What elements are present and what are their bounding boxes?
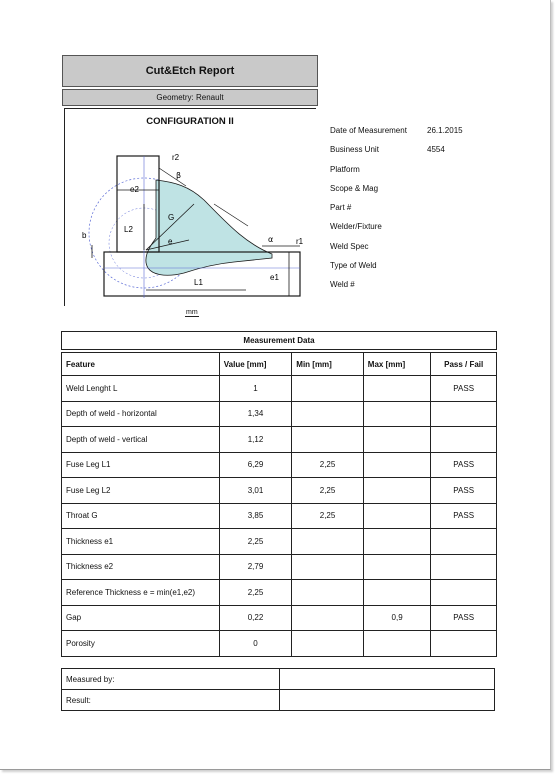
measured-by-value [280, 669, 495, 690]
vertical-plate [117, 156, 159, 252]
measurement-title-row [62, 332, 497, 350]
info-row: Type of Weld [330, 261, 377, 271]
label-r1: r1 [296, 237, 304, 246]
header-pass-fail: Pass / Fail [431, 353, 497, 376]
label-b: b [82, 231, 87, 240]
label-beta: β [176, 171, 182, 180]
weld-diagram [64, 108, 316, 328]
result-value [280, 690, 495, 711]
signoff-row-measured-by [62, 669, 495, 690]
table-row: Fuse Leg L2 3,01 2,25 PASS [62, 478, 497, 504]
label-alpha: α [268, 235, 274, 244]
measured-by-label: Measured by: [62, 669, 280, 690]
info-row: Platform [330, 164, 360, 174]
geometry-line: Geometry: Renault [62, 89, 318, 106]
header-feature: Feature [62, 353, 220, 376]
unit-scale: mm [186, 309, 198, 316]
measurement-table [61, 331, 497, 657]
label-L2: L2 [124, 225, 133, 234]
info-row: Date of Measurement 26.1.2015 [330, 126, 463, 135]
header-min: Min [mm] [292, 353, 364, 376]
table-row: Thickness e1 2,25 [62, 529, 497, 555]
measurement-title: Measurement Data [62, 332, 497, 350]
label-L1: L1 [194, 278, 203, 287]
table-row: Depth of weld - horizontal 1,34 [62, 401, 497, 427]
info-row: Scope & Mag [330, 183, 379, 193]
table-row: Thickness e2 2,79 [62, 554, 497, 580]
header-max: Max [mm] [363, 353, 431, 376]
signoff-row-result [62, 690, 495, 711]
table-row: Throat G 3,85 2,25 PASS [62, 503, 497, 529]
table-row: Porosity 0 [62, 631, 497, 657]
configuration-title: CONFIGURATION II [64, 108, 316, 133]
info-row: Business Unit 4554 [330, 145, 445, 155]
report-info [330, 126, 530, 300]
label-e: e [168, 237, 173, 246]
table-row: Fuse Leg L1 6,29 2,25 PASS [62, 452, 497, 478]
table-row: Weld Lenght L 1 PASS [62, 376, 497, 402]
label-e1: e1 [270, 273, 279, 282]
label-r2: r2 [172, 153, 180, 162]
header-value: Value [mm] [219, 353, 292, 376]
measurement-header-row [62, 353, 497, 376]
table-row: Depth of weld - vertical 1,12 [62, 427, 497, 453]
label-e2: e2 [130, 185, 139, 194]
result-label: Result: [62, 690, 280, 711]
info-row: Weld # [330, 280, 355, 290]
signoff-table [61, 668, 495, 711]
weld-bead [146, 180, 272, 275]
info-row: Welder/Fixture [330, 222, 382, 232]
label-G: G [168, 213, 175, 222]
report-title: Cut&Etch Report [62, 55, 318, 87]
table-row: Gap 0,22 0,9 PASS [62, 605, 497, 631]
info-row: Weld Spec [330, 241, 369, 251]
table-row: Reference Thickness e = min(e1,e2) 2,25 [62, 580, 497, 606]
info-row: Part # [330, 203, 352, 213]
